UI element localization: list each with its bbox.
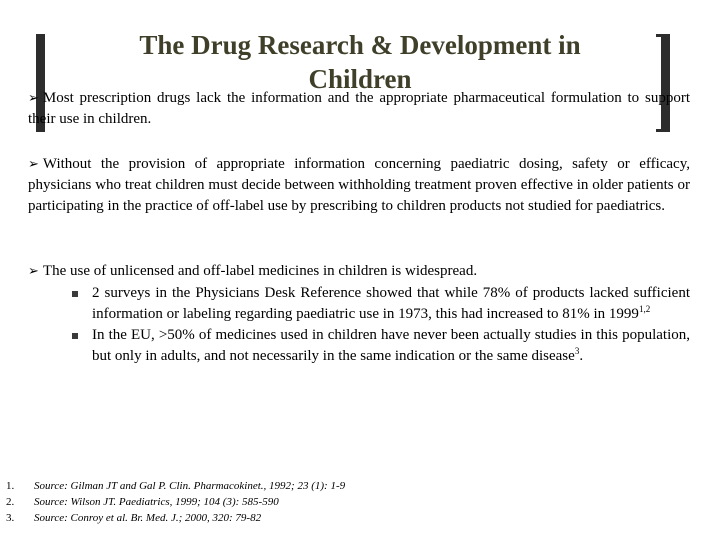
sub-bullet-1 — [70, 283, 690, 325]
reference-item — [6, 510, 345, 526]
sub-bullet-2 — [70, 325, 690, 367]
sub-bullet-1-citation: 1,2 — [638, 304, 651, 314]
reference-text: Source: Gilman JT and Gal P. Clin. Pharmacokinet., 1992; 23 (1): 1-9 — [34, 480, 346, 492]
sub-bullet-1-text: 2 surveys in the Physicians Desk Reference showed that while 78% of products lacked sufficient information or labeling regarding paediatric use in 1973, this had increased to 81% in 1999 — [92, 285, 690, 322]
reference-text: Source: Wilson JT. Paediatrics, 1999; 104 (3): 585-590 — [34, 496, 279, 508]
arrow-bullet-icon: ➢ — [28, 157, 39, 172]
sub-bullet-list — [70, 283, 690, 367]
square-bullet-icon — [72, 333, 78, 339]
sub-bullet-2-citation: 3 — [574, 346, 580, 356]
square-bullet-icon — [72, 291, 78, 297]
reference-text: Source: Conroy et al. Br. Med. J.; 2000, 320: 79-82 — [34, 512, 262, 524]
sub-bullet-2-end: . — [579, 348, 584, 364]
bullet-1 — [28, 88, 690, 130]
reference-item — [6, 478, 345, 494]
slide-title: The Drug Research & Development in Children — [139, 30, 581, 94]
reference-number: 3. — [6, 512, 15, 524]
bullet-2 — [28, 154, 690, 217]
reference-number: 1. — [6, 480, 15, 492]
reference-number: 2. — [6, 496, 15, 508]
arrow-bullet-icon: ➢ — [28, 91, 39, 106]
bullet-2-text: Without the provision of appropriate information concerning paediatric dosing, safety or efficacy, physicians who treat children must decide between withholding treatment proven effective in older patients or participating in the practice of off-label use by prescribing to children products not studied for paediatrics. — [28, 156, 690, 214]
bullet-1-text: Most prescription drugs lack the information and the appropriate pharmaceutical formulation to support their use in children. — [28, 90, 690, 127]
reference-item — [6, 494, 345, 510]
sub-bullet-2-text: In the EU, >50% of medicines used in children have never been actually studies in this population, but only in adults, and not necessarily in the same indication or the same disease — [92, 327, 690, 364]
bullet-3 — [28, 261, 690, 282]
bullet-3-text: The use of unlicensed and off-label medicines in children is widespread. — [42, 263, 478, 279]
arrow-bullet-icon: ➢ — [28, 264, 39, 279]
references-list — [6, 478, 345, 526]
